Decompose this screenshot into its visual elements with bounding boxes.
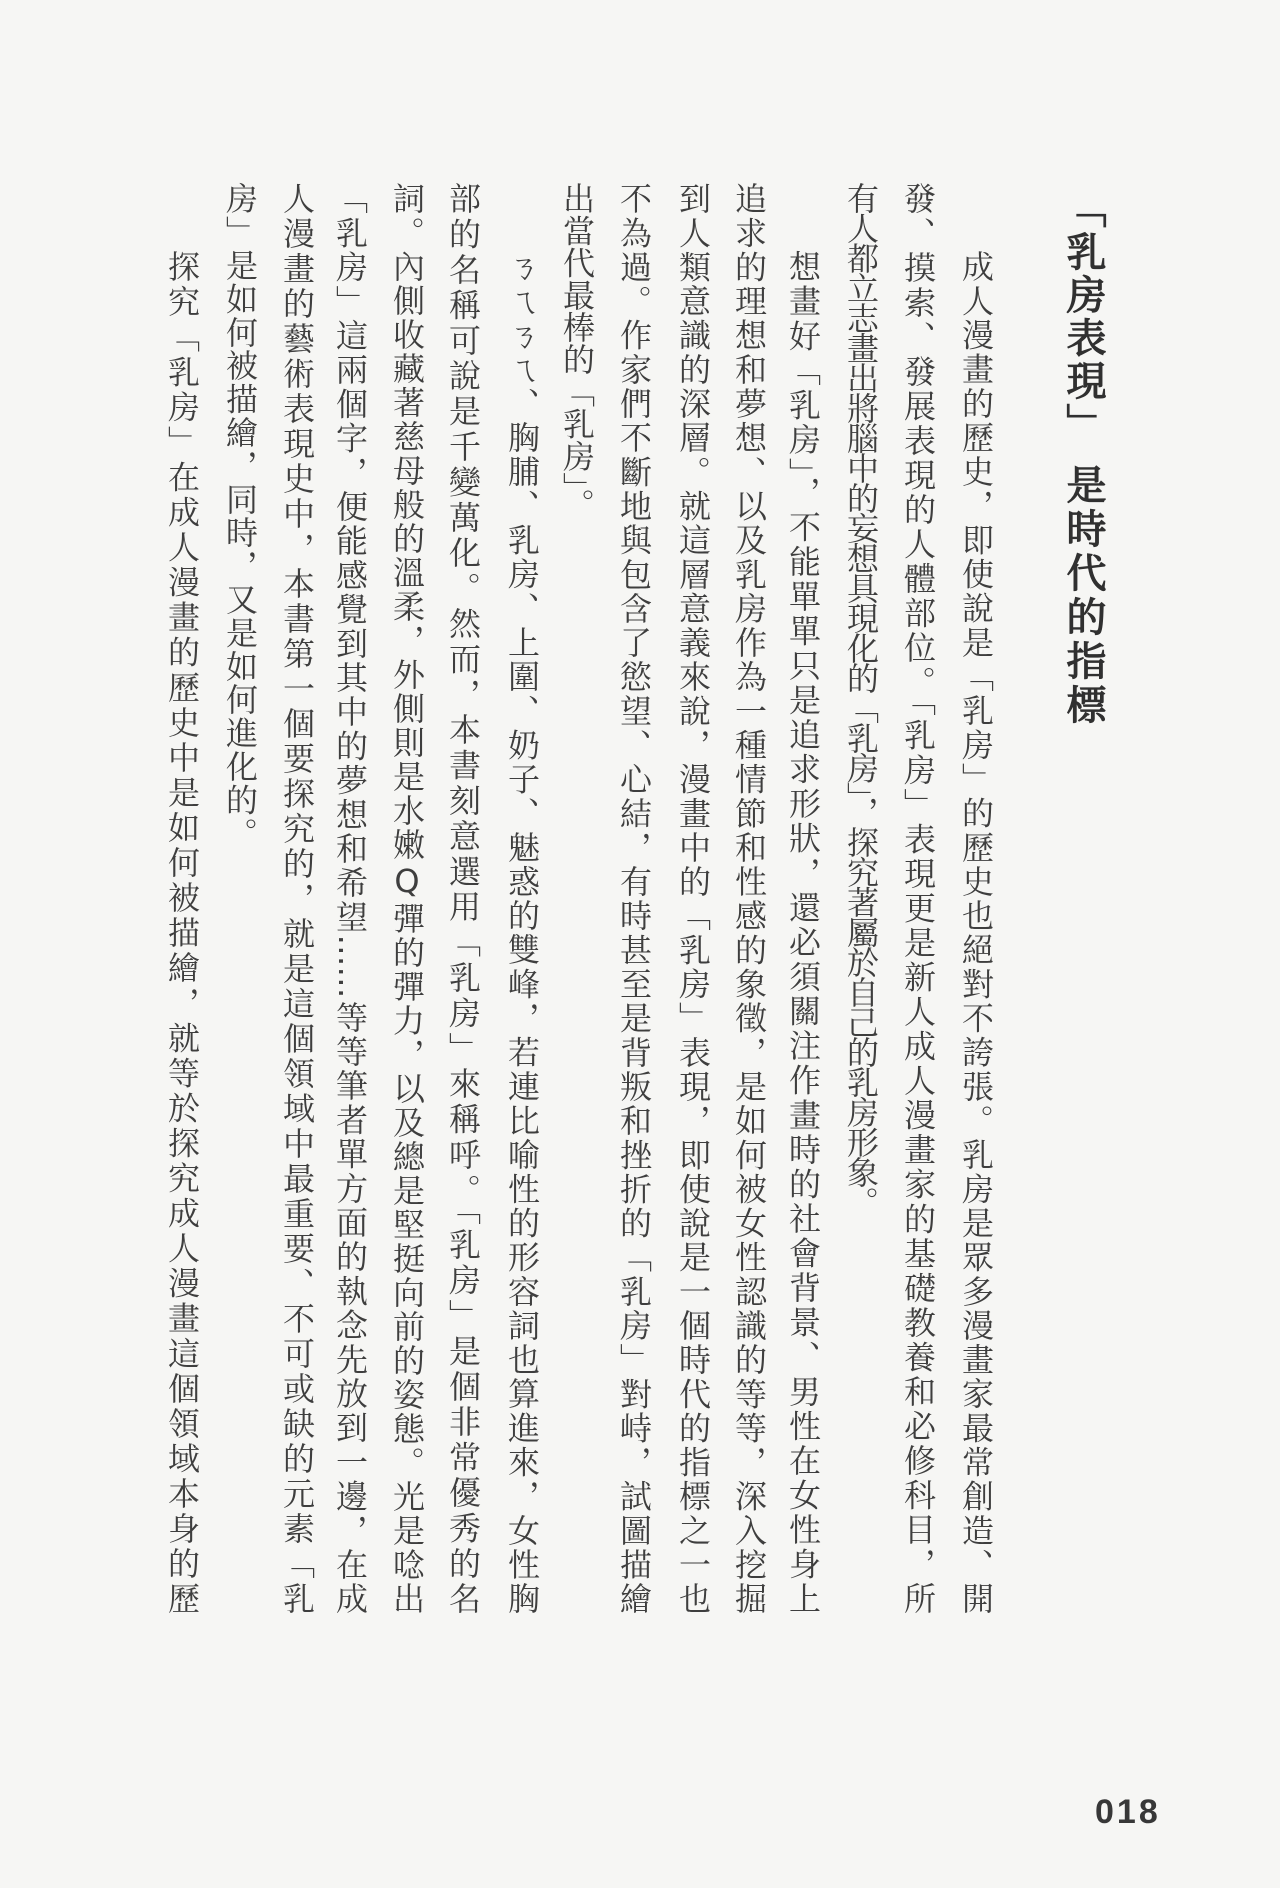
chapter-title-rest: 是時代的指標: [1060, 464, 1106, 728]
text-line: 人漫畫的藝術表現史中，本書第一個要探究的，就是這個領域中最重要、不可或缺的元素「乳: [278, 182, 316, 1614]
page-number: 018: [1095, 1793, 1161, 1831]
text-line: 房」是如何被描繪，同時，又是如何進化的。: [221, 182, 259, 850]
text-line: 探究「乳房」在成人漫畫的歷史中是如何被描繪，就等於探究成人漫畫這個領域本身的歷: [163, 250, 201, 1614]
text-line: 發、摸索、發展表現的人體部位。「乳房」表現更是新人成人漫畫家的基礎教養和必修科目，所: [899, 182, 937, 1614]
text-line: 追求的理想和夢想、以及乳房作為一種情節和性感的象徵，是如何被女性認識的等等，深入挖掘: [730, 182, 768, 1614]
text-line: 出當代最棒的「乳房」。: [558, 182, 596, 521]
text-line: 部的名稱可說是千變萬化。然而，本書刻意選用「乳房」來稱呼。「乳房」是個非常優秀的名: [444, 182, 482, 1614]
chapter-title-quoted: 「乳房表現」: [1060, 188, 1106, 446]
upright-latin: Q: [388, 862, 426, 900]
text-line: 成人漫畫的歷史，即使說是「乳房」的歷史也絕對不誇張。乳房是眾多漫畫家最常創造、開: [957, 250, 995, 1614]
text-line: 有人都立志畫出將腦中的妄想具現化的「乳房」，探究著屬於自己的乳房形象。: [842, 182, 880, 1216]
text-line: 到人類意識的深層。就這層意義來說，漫畫中的「乳房」表現，即使說是一個時代的指標之一也: [674, 182, 712, 1614]
text-line: ㄋㄟㄋㄟ、胸脯、乳房、上圍、奶子、魅惑的雙峰，若連比喻性的形容詞也算進來，女性胸: [503, 250, 541, 1614]
text-line: 想畫好「乳房」，不能單單只是追求形狀，還必須關注作畫時的社會背景、男性在女性身上: [784, 250, 822, 1614]
text-line: 不為過。作家們不斷地與包含了慾望、心結，有時甚至是背叛和挫折的「乳房」對峙，試圖描繪: [615, 182, 653, 1614]
text-line: 「乳房」這兩個字，便能感覺到其中的夢想和希望……等等筆者單方面的執念先放到一邊，在成: [331, 182, 369, 1614]
text-line: 詞。內側收藏著慈母般的溫柔，外側則是水嫩Q彈的彈力，以及總是堅挺向前的姿態。光是唸出: [388, 182, 426, 1614]
